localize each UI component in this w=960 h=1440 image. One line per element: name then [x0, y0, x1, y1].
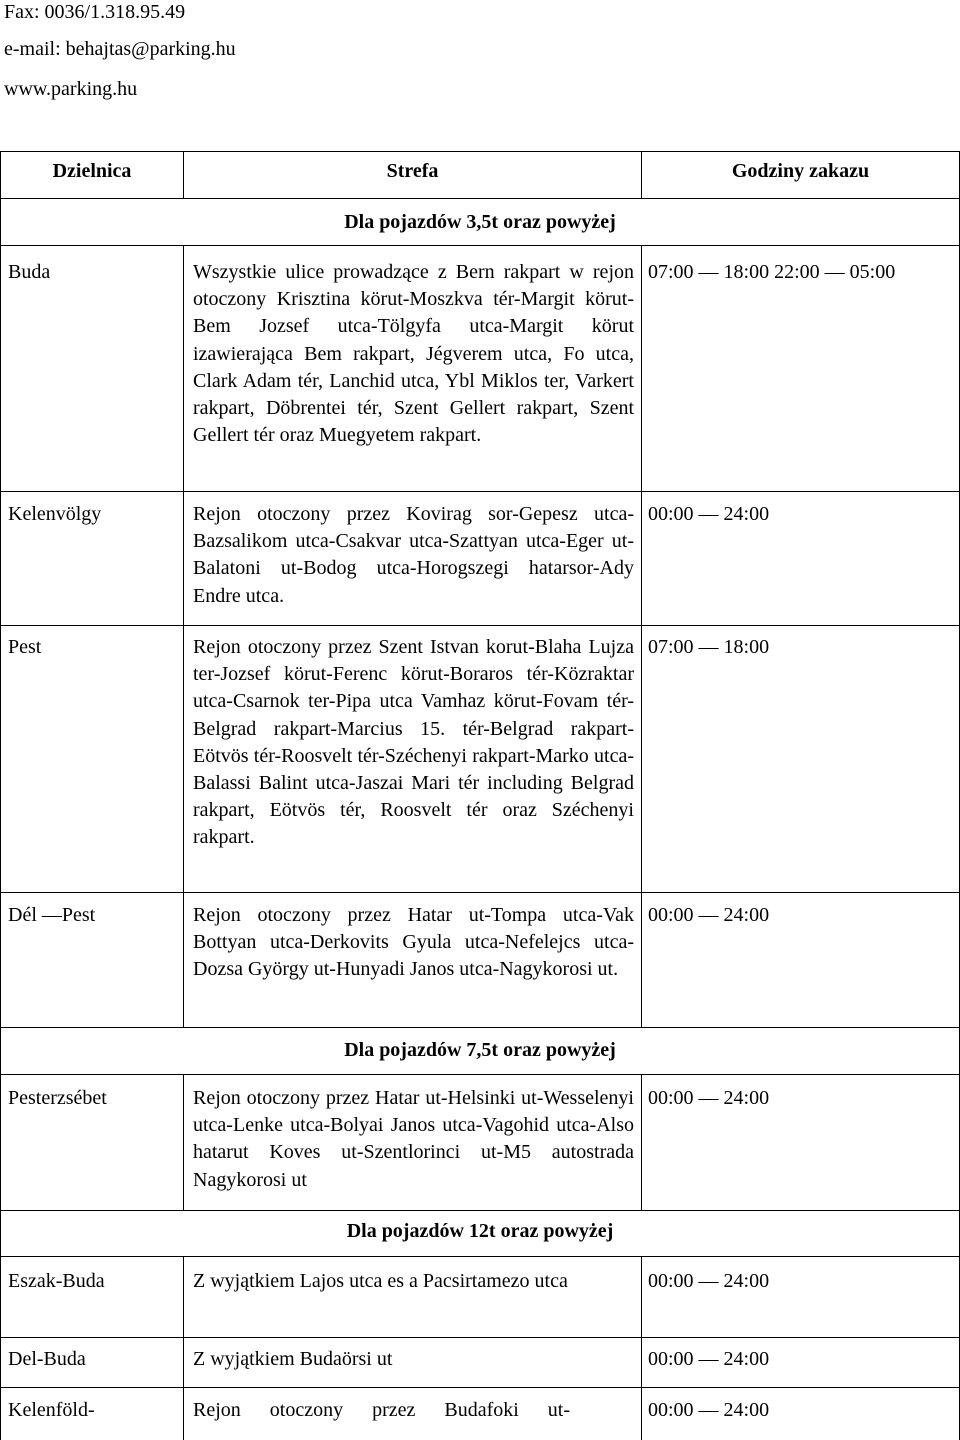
header-hours: Godziny zakazu: [731, 160, 870, 182]
hours-cell: 07:00 — 18:00: [648, 636, 770, 658]
district-cell: Pesterzsébet: [8, 1087, 107, 1109]
row-divider: [0, 491, 960, 492]
fax-number: Fax: 0036/1.318.95.49: [4, 1, 186, 23]
column-divider: [183, 1074, 184, 1210]
column-divider: [183, 245, 184, 1027]
email-address: e-mail: behajtas@parking.hu: [4, 38, 236, 60]
zone-cell: Z wyjątkiem Lajos utca es a Pacsirtamezo utca: [193, 1270, 568, 1292]
zone-cell: Rejon otoczony przez Hatar ut-Helsinki ut-Wesselenyi utca-Lenke utca-Bolyai Janos utca-Vagohid utca-Also hatarut Koves ut-Szentlorinci ut-M5 autostrada Nagykorosi ut: [193, 1087, 634, 1191]
row-divider: [0, 1337, 960, 1338]
district-cell: Pest: [8, 636, 42, 658]
section-divider: [0, 1074, 960, 1075]
hours-cell: 00:00 — 24:00: [648, 904, 770, 926]
zone-cell: Rejon otoczony przez Kovirag sor-Gepesz utca- Bazsalikom utca-Csakvar utca-Szattyan utca-Eger ut-Balatoni ut-Bodog utca-Horogszegi hatarsor-Ady Endre utca.: [193, 503, 634, 607]
header-divider: [0, 198, 960, 199]
header-zone: Strefa: [386, 160, 439, 182]
zone-cell: Wszystkie ulice prowadzące z Bern rakpart w rejon otoczony Krisztina körut-Moszkva tér-Margit körut-Bem Jozsef utca-Tölgyfa utca-Margit körut izawierająca Bem rakpart, Jégverem utca, Fo utca, Clark Adam tér, Lanchid utca, Ybl Miklos ter, Varkert rakpart, Döbrentei tér, Szent Gellert rakpart, Szent Gellert tér oraz Muegyetem rakpart.: [193, 261, 634, 447]
hours-cell: 00:00 — 24:00: [648, 1087, 770, 1109]
website-url: www.parking.hu: [4, 78, 138, 100]
zone-cell: Rejon otoczony przez Hatar ut-Tompa utca-Vak Bottyan utca-Derkovits Gyula utca-Nefelejcs utca-Dozsa György ut-Hunyadi Janos utca-Nagykorosi ut.: [193, 904, 634, 981]
column-divider: [641, 1074, 642, 1210]
hours-cell: 07:00 — 18:00 22:00 — 05:00: [648, 261, 896, 283]
column-divider: [641, 1256, 642, 1440]
district-cell: Dél —Pest: [8, 904, 96, 926]
district-cell: Eszak-Buda: [8, 1270, 105, 1292]
header-district: Dzielnica: [52, 160, 132, 182]
district-cell: Kelenföld-: [8, 1399, 95, 1421]
zone-cell: Z wyjątkiem Budaörsi ut: [193, 1348, 393, 1370]
row-divider: [0, 892, 960, 893]
row-divider: [0, 1210, 960, 1211]
row-divider: [0, 1027, 960, 1028]
section-divider: [0, 245, 960, 246]
table-border-top: [0, 151, 960, 152]
district-cell: Buda: [8, 261, 51, 283]
section-title: Dla pojazdów 7,5t oraz powyżej: [344, 1039, 616, 1061]
hours-cell: 00:00 — 24:00: [648, 1348, 770, 1370]
hours-cell: 00:00 — 24:00: [648, 503, 770, 525]
column-divider: [641, 245, 642, 1027]
section-title: Dla pojazdów 3,5t oraz powyżej: [344, 211, 616, 233]
hours-cell: 00:00 — 24:00: [648, 1270, 770, 1292]
district-cell: Kelenvölgy: [8, 503, 102, 525]
zone-cell: Rejon otoczony przez Szent Istvan korut-Blaha Lujza ter-Jozsef körut-Ferenc körut-Boraros tér-Közraktar utca-Csarnok ter-Pipa utca Vamhaz körut-Fovam tér-Belgrad rakpart-Marcius 15. tér-Belgrad rakpart-Eötvös tér-Roosvelt tér-Széchenyi rakpart-Marko utca-Balassi Balint utca-Jaszai Mari tér including Belgrad rakpart, Eötvös tér, Roosvelt tér oraz Széchenyi rakpart.: [193, 636, 634, 849]
table-border-left: [0, 151, 1, 1440]
section-divider: [0, 1256, 960, 1257]
row-divider: [0, 1387, 960, 1388]
zone-cell: Rejon otoczony przez Budafoki ut-: [193, 1399, 571, 1421]
column-divider: [183, 1256, 184, 1440]
row-divider: [0, 625, 960, 626]
hours-cell: 00:00 — 24:00: [648, 1399, 770, 1421]
section-title: Dla pojazdów 12t oraz powyżej: [346, 1220, 614, 1242]
district-cell: Del-Buda: [8, 1348, 86, 1370]
